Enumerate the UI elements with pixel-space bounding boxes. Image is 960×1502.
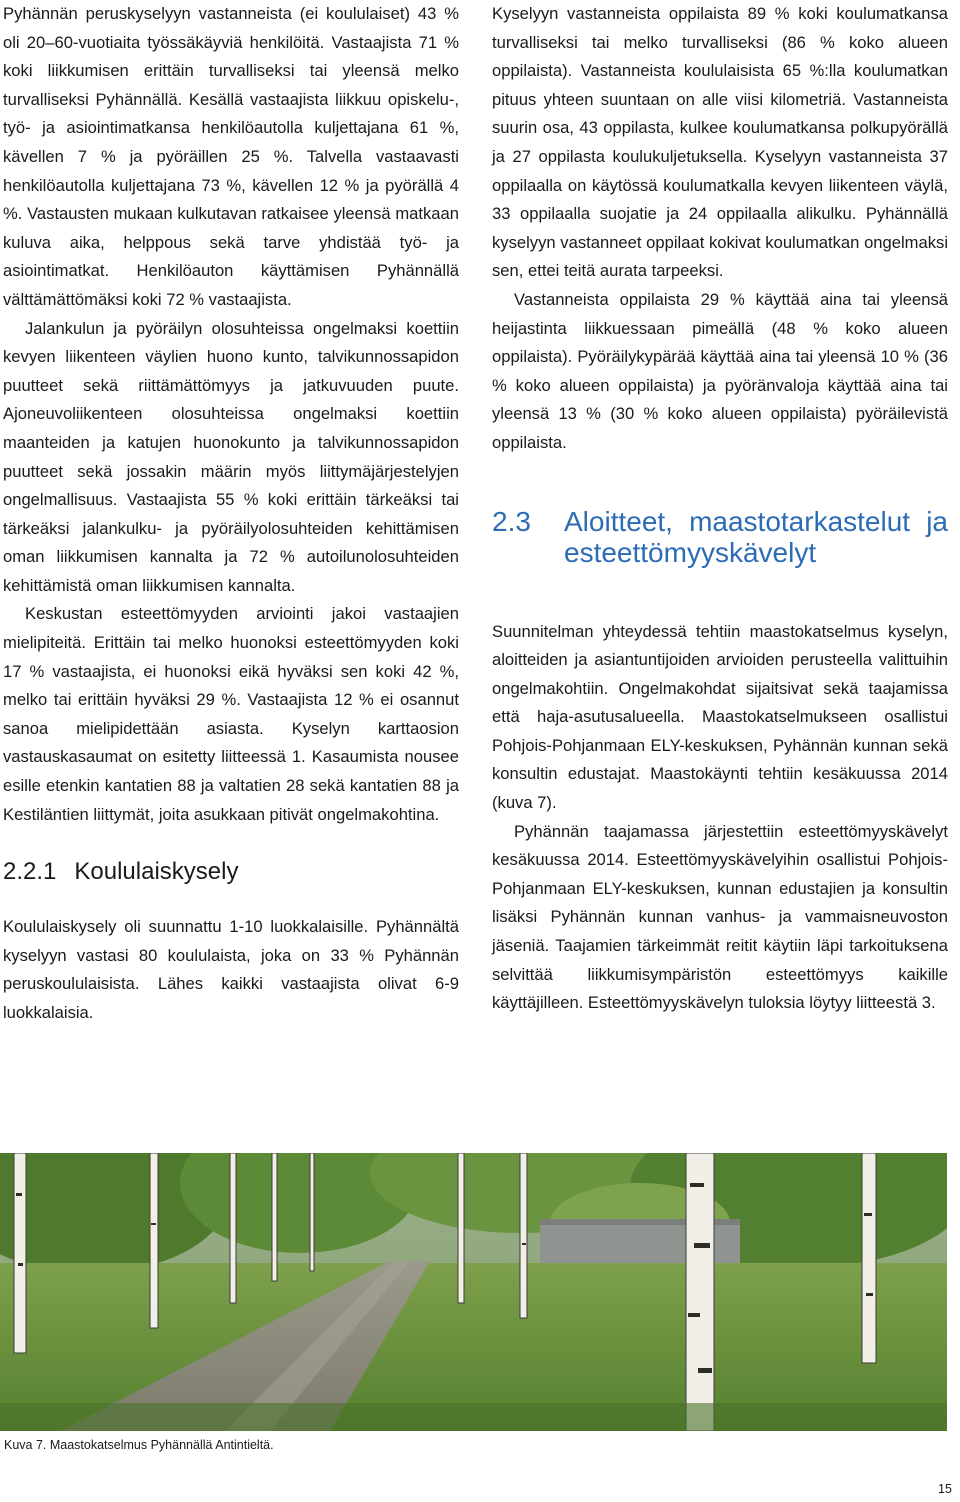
right-paragraph-4: Pyhännän taajamassa järjestettiin esteettömyyskävelyt kesäkuussa 2014. Esteettömyyskävelyihin osallistui Pohjois-Pohjanmaan ELY-keskuksen, kunnan edustajien ja konsultin lisäksi Pyhännän kunnan vanhus- ja vammaisneuvoston jäseniä. Taajamien tärkeimmät reitit käytiin läpi tarkoituksena selvittää liikkumisympäristön esteettömyys kaikille käyttäjilleen. Esteettömyyskävelyn tuloksia löytyy liitteestä 3. xyxy=(492,821,948,1013)
left-paragraph-4: Koululaiskysely oli suunnattu 1-10 luokkalaisille. Pyhännältä kyselyyn vastasi 80 koululaista, joka on 33 % Pyhännän peruskoululaisista. Lähes kaikki vastaajista olivat 6-9 luokkalaisia. xyxy=(3,917,459,1022)
figure-photo xyxy=(0,1153,947,1431)
right-paragraph-2: Vastanneista oppilaista 29 % käyttää aina tai yleensä heijastinta liikkuessaan pimeällä (48 % koko alueen oppilaista). Pyöräilykypärää käyttää aina tai yleensä 10 % (36 % koko alueen oppilaista) ja pyöränvaloja käyttää aina tai yleensä 13 % (30 % koko alueen oppilaista) pyöräilevistä oppilaista. xyxy=(492,289,948,452)
right-paragraph-1: Kyselyyn vastanneista oppilaista 89 % koki koulumatkansa turvalliseksi tai melko turvalliseksi (86 % koko alueen oppilaista). Vastanneista koululaisista 65 %:lla koulumatkan pituus yhteen suuntaan on alle viisi kilometriä. Vastanneista suurin osa, 43 oppilasta, kulkee koulumatkansa polkupyörällä ja 27 oppilasta koulukuljetuksella. Kyselyyn vastanneista 37 oppilaalla on käytössä koulumatkalla kevyen liikenteen väylä, 33 oppilaalla suojatie ja 24 oppilaalla alikulku. Pyhännällä kyselyyn vastanneet oppilaat kokivat koulumatkan ongelmaksi sen, ettei teitä aurata tarpeeksi. xyxy=(492,4,948,281)
left-column xyxy=(3,0,459,1028)
left-paragraph-1: Pyhännän peruskyselyyn vastanneista (ei koululaiset) 43 % oli 20–60-vuotiaita työssäkäyviä henkilöitä. Vastaajista 71 % koki liikkumisen erittäin turvalliseksi tai yleensä melko turvalliseksi Pyhännällä. Kesällä vastaajista liikkuu opiskelu-, työ- ja asiointimatkansa henkilöautolla kuljettajana 61 %, kävellen 7 % ja pyöräillen 25 %. Talvella vastaavasti henkilöautolla kuljettajana 73 %, kävellen 12 % ja pyörällä 4 %. Vastausten mukaan kulkutavan ratkaisee yleensä matkaan kuluva aika, helppous sekä tarve yhdistää työ- ja asiointimatkat. Henkilöauton käyttämisen Pyhännällä välttämättömäksi koki 72 % vastaajista. xyxy=(3,4,459,309)
left-paragraph-3: Keskustan esteettömyyden arviointi jakoi vastaajien mielipiteitä. Erittäin tai melko huonoksi esteettömyyden koki 17 % vastaajista, ei huonoksi eikä hyväksi sen koki 42 %, melko tai erittäin hyväksi 29 %. Vastaajista 12 % ei osannut sanoa mielipidettään asiasta. Kyselyn karttaosion vastauskasaumat on esitetty liitteessä 1. Kasaumista nousee esille etenkin kantatien 88 ja valtatien 28 sekä kantatien 88 ja Kestiläntien liittymät, joita asukkaan pitivät ongelmakohtina. xyxy=(3,604,459,824)
left-paragraph-2: Jalankulun ja pyöräilyn olosuhteissa ongelmaksi koettiin kevyen liikenteen väylien huono kunto, talvikunnossapidon puutteet sekä riittämättömyys ja jatkuvuuden puute. Ajoneuvoliikenteen olosuhteissa ongelmaksi koettiin maanteiden ja katujen huonokunto ja talvikunnossapidon puutteet sekä jossakin määrin myös liittymäjärjestelyjen ongelmallisuus. Vastaajista 55 % koki erittäin tärkeäksi tai tärkeäksi jalankulku- ja pyöräilyolosuhteiden kehittämisen oman liikkumisen kannalta ja 72 % autoilunolosuhteiden kehittämistä oman liikkumisen kannalta. xyxy=(3,318,459,595)
right-paragraph-3: Suunnitelman yhteydessä tehtiin maastokatselmus kyselyn, aloitteiden ja asiantuntijoiden arvioiden perusteella valittuihin ongelmakohtiin. Ongelmakohdat sijaitsivat sekä taajamissa että haja-asutusalueella. Maastokatselmukseen osallistui Pohjois-Pohjanmaan ELY-keskuksen, Pyhännän kunnan sekä konsultin edustajat. Maastokäynti tehtiin kesäkuussa 2014 (kuva 7). xyxy=(492,621,948,813)
page-number: 15 xyxy=(938,1482,952,1496)
birch-path-photo xyxy=(0,1153,947,1431)
section-heading xyxy=(492,506,948,568)
subheading-number: 2.2.1 xyxy=(3,858,57,886)
section-number: 2.3 xyxy=(492,505,531,537)
right-column xyxy=(492,0,948,1018)
section-title: Aloitteet, maastotarkastelut ja esteettömyyskävelyt xyxy=(564,505,948,568)
subheading-koululaiskysely xyxy=(3,857,459,887)
figure-caption: Kuva 7. Maastokatselmus Pyhännällä Antintieltä. xyxy=(4,1438,274,1452)
subheading-title: Koululaiskysely xyxy=(74,858,239,886)
